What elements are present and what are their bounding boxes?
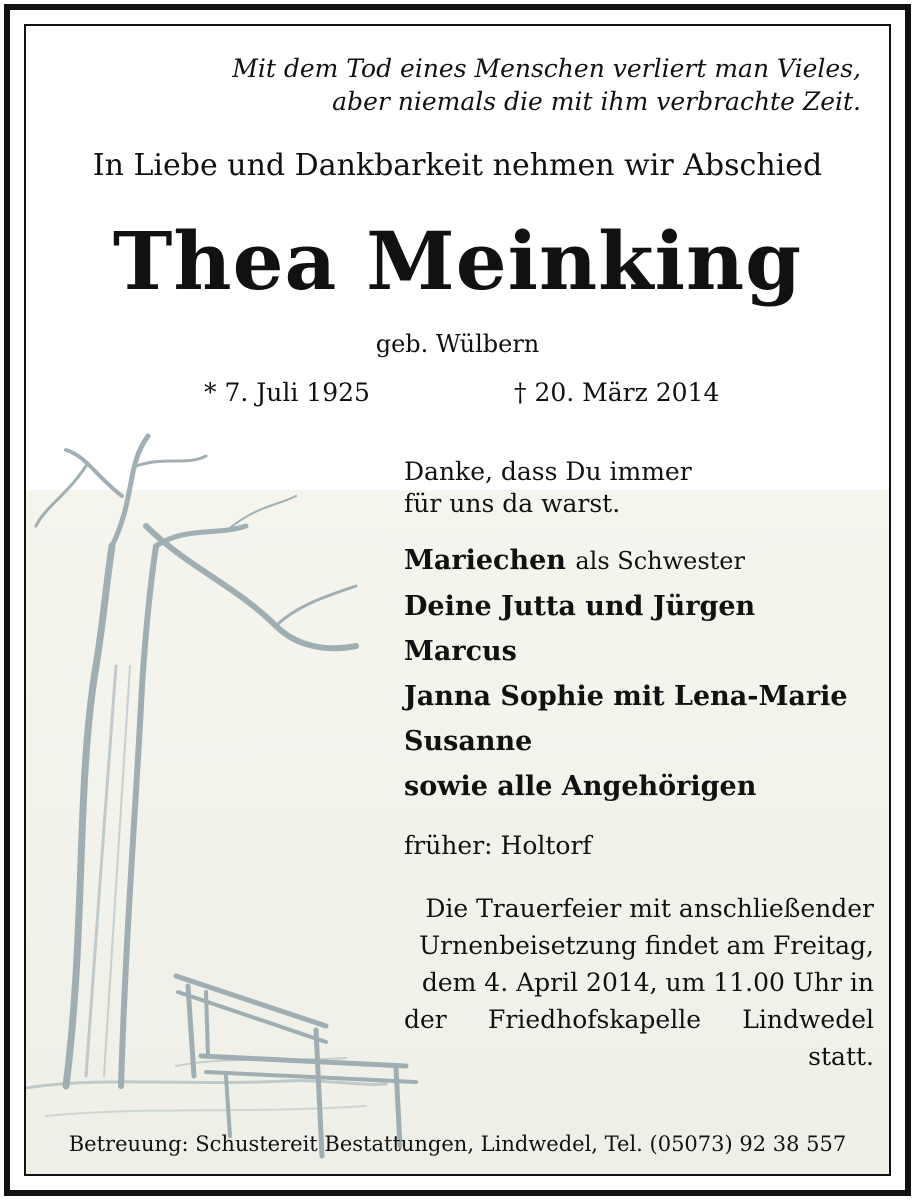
farewell-intro: In Liebe und Dankbarkeit nehmen wir Abschied [92, 148, 823, 183]
maiden-name: geb. Wülbern [375, 330, 540, 358]
mourners-column [404, 456, 874, 1075]
service-line-1: Die Trauerfeier mit anschließender [425, 894, 874, 923]
service-details [404, 890, 874, 1075]
family-list [404, 538, 874, 809]
family-member-relation: als Schwester [575, 547, 745, 575]
bench-sketch [176, 976, 416, 1156]
deceased-name: Thea Meinking [112, 214, 803, 308]
opening-quote [232, 52, 861, 118]
family-member: Deine Jutta und Jürgen [404, 591, 756, 622]
quote-line-2: aber niemals die mit ihm verbrachte Zeit. [332, 87, 861, 116]
death-date: † 20. März 2014 [514, 378, 720, 407]
family-member [404, 538, 874, 584]
service-line-3: dem 4. April 2014, um 11.00 Uhr in [421, 968, 874, 997]
notice-frame [4, 4, 911, 1196]
thanks-message [404, 456, 874, 520]
notice-inner-border [24, 24, 891, 1176]
funeral-home-footer: Betreuung: Schustereit Bestattungen, Lindwedel, Tel. (05073) 92 38 557 [68, 1132, 847, 1156]
service-line-2: Urnenbeisetzung findet am Freitag, [419, 931, 874, 960]
family-member-name: Mariechen [404, 545, 566, 576]
family-member: Susanne [404, 726, 533, 757]
family-member: Janna Sophie mit Lena-Marie [404, 681, 848, 712]
service-line-5: statt. [808, 1042, 874, 1071]
thanks-line-1: Danke, dass Du immer [404, 457, 692, 486]
thanks-line-2: für uns da warst. [404, 489, 621, 518]
ground-line [26, 1081, 386, 1088]
family-member: Marcus [404, 636, 517, 667]
quote-line-1: Mit dem Tod eines Menschen verliert man Vieles, [232, 54, 861, 83]
service-line-4: der Friedhofskapelle Lindwedel [404, 1005, 874, 1034]
family-member: sowie alle Angehörigen [404, 771, 757, 802]
former-residence: früher: Holtorf [404, 831, 592, 860]
birth-date: * 7. Juli 1925 [204, 378, 370, 407]
